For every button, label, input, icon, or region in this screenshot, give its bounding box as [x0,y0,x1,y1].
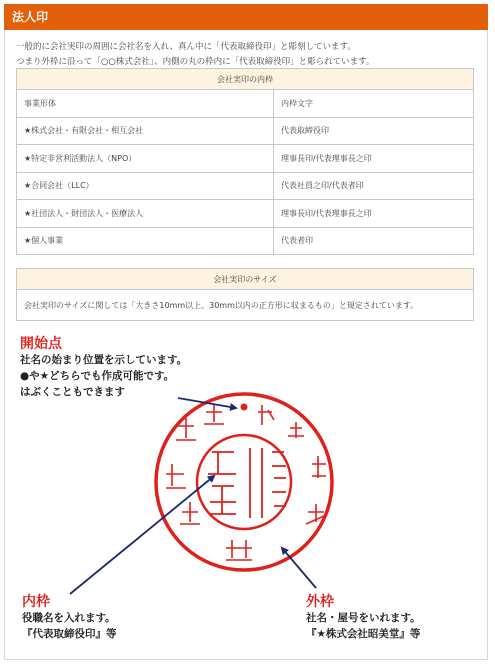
intro-line-2: つまり外枠に沿って「○○株式会社」、内側の丸の枠内に「代表取締役印」と彫られています。 [16,57,375,67]
column-header-inner-text: 内枠文字 [274,90,474,118]
size-table-text: 会社実印のサイズに関しては「大きさ10mm以上、30mm以内の正方形に収まるもの」と規定されています。 [17,290,474,321]
table-cell: ★社団法人・財団法人・医療法人 [17,200,274,228]
outer-frame-title: 外枠 [306,594,334,610]
start-point-line: 社名の始まり位置を示しています。 [20,354,188,366]
inner-frame-title: 内枠 [22,594,50,610]
start-point-dot [241,404,248,411]
outer-frame-description [306,610,421,642]
table-cell: 代表社員之印/代表者印 [274,172,474,200]
inner-frame-line: 役職名を入れます。 [22,612,116,624]
table-cell: ★個人事業 [17,227,274,255]
table-cell: ★株式会社・有限会社・相互会社 [17,117,274,145]
start-point-line: ●や★どちらでも作成可能です。 [20,370,175,382]
start-point-title: 開始点 [20,336,62,352]
outer-frame-arrow [282,548,316,588]
outer-frame-line: 社名・屋号をいれます。 [306,612,421,624]
table-cell: 理事長印/代表理事長之印 [274,145,474,173]
table-cell: ★特定非営利活動法人（NPO） [17,145,274,173]
inner-frame-table-caption: 会社実印の内枠 [17,69,474,90]
seal-stamp [156,394,332,570]
section-header: 法人印 [4,4,488,30]
size-table-caption: 会社実印のサイズ [17,269,474,290]
outer-frame-line: 『★株式会社昭美堂』等 [306,628,421,640]
outer-ring [156,394,332,570]
inner-seal-strokes [208,448,286,518]
inner-frame-description [22,610,117,642]
table-cell: 代表取締役印 [274,117,474,145]
table-cell: ★合同会社（LLC） [17,172,274,200]
start-point-line: はぶくこともできます [20,386,125,398]
table-cell: 代表者印 [274,227,474,255]
start-point-description [20,352,187,400]
column-header-business-type: 事業形体 [17,90,274,118]
inner-frame-arrow [70,476,214,594]
outer-ring-seal-strokes [166,404,326,560]
inner-frame-line: 『代表取締役印』等 [22,628,117,640]
table-cell: 理事長印/代表理事長之印 [274,200,474,228]
intro-line-1: 一般的に会社実印の周囲に会社名を入れ、真ん中に「代表取締役印」と彫刻しています。 [16,42,356,52]
